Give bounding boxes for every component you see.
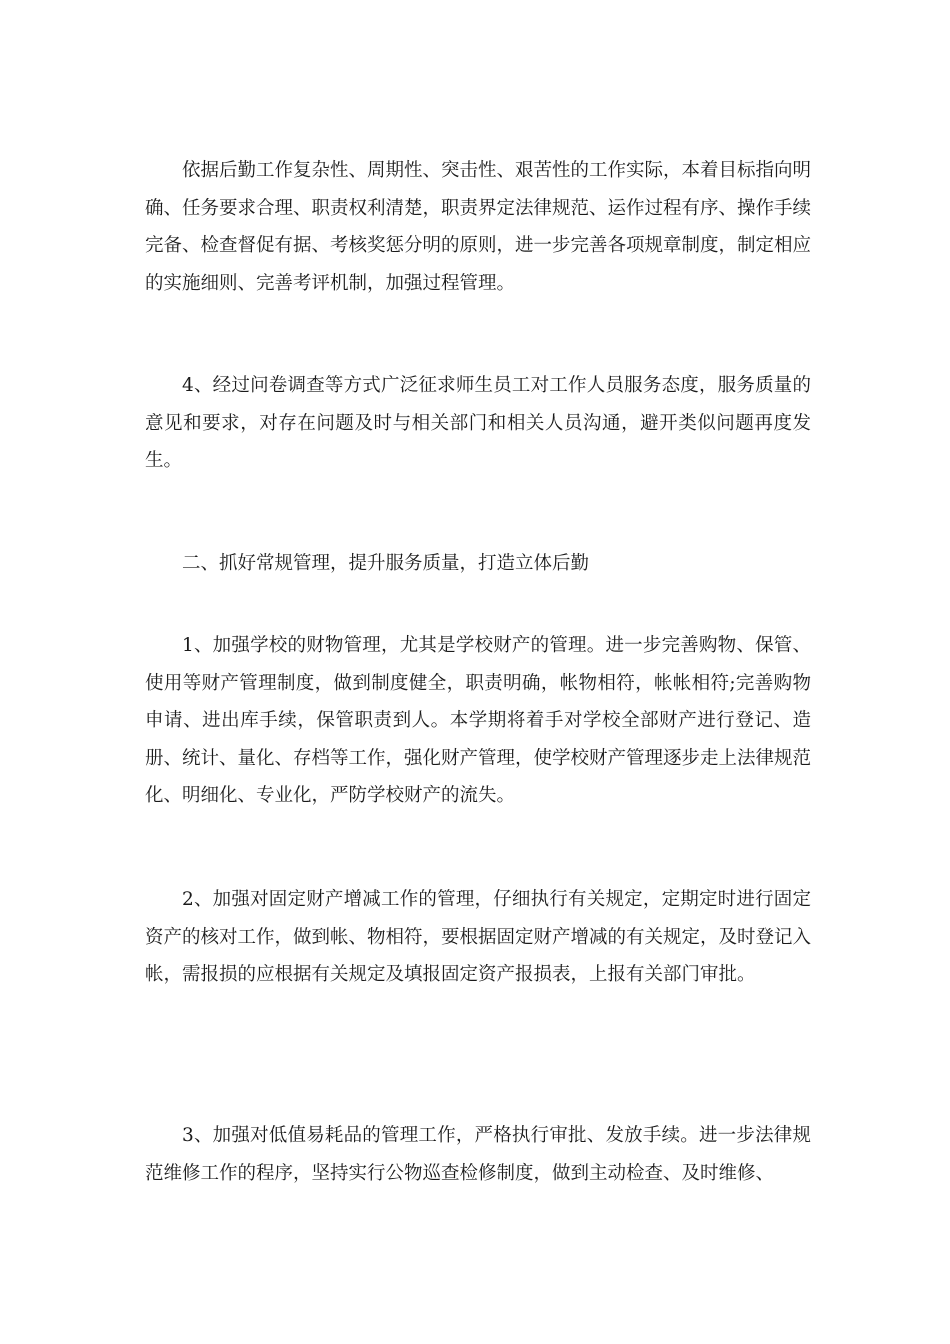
paragraph-item-1-property: 1、加强学校的财物管理，尤其是学校财产的管理。进一步完善购物、保管、使用等财产管理制度，做到制度健全，职责明确，帐物相符，帐帐相符;完善购物申请、进出库手续，保管职责到人。本学期将着手对学校全部财产进行登记、造册、统计、量化、存档等工作，强化财产管理，使学校财产管理逐步走上法律规范化、明细化、专业化，严防学校财产的流失。 xyxy=(145,635,812,806)
paragraph-work-principles: 依据后勤工作复杂性、周期性、突击性、艰苦性的工作实际，本着目标指向明确、任务要求合理、职责权利清楚，职责界定法律规范、运作过程有序、操作手续完备、检查督促有据、考核奖惩分明的原则，进一步完善各项规章制度，制定相应的实施细则、完善考评机制，加强过程管理。 xyxy=(145,160,812,294)
paragraph-item-2-fixed-assets: 2、加强对固定财产增减工作的管理，仔细执行有关规定，定期定时进行固定资产的核对工作，做到帐、物相符，要根据固定财产增减的有关规定，及时登记入帐，需报损的应根据有关规定及填报固定资产报损表，上报有关部门审批。 xyxy=(145,889,812,985)
paragraph-item-3-consumables: 3、加强对低值易耗品的管理工作，严格执行审批、发放手续。进一步法律规范维修工作的程序，坚持实行公物巡查检修制度，做到主动检查、及时维修、 xyxy=(145,1125,811,1184)
section-heading-2: 二、抓好常规管理，提升服务质量，打造立体后勤 xyxy=(182,553,590,574)
paragraph-item-4-survey: 4、经过问卷调查等方式广泛征求师生员工对工作人员服务态度，服务质量的意见和要求，对存在问题及时与相关部门和相关人员沟通，避开类似问题再度发生。 xyxy=(145,375,811,471)
